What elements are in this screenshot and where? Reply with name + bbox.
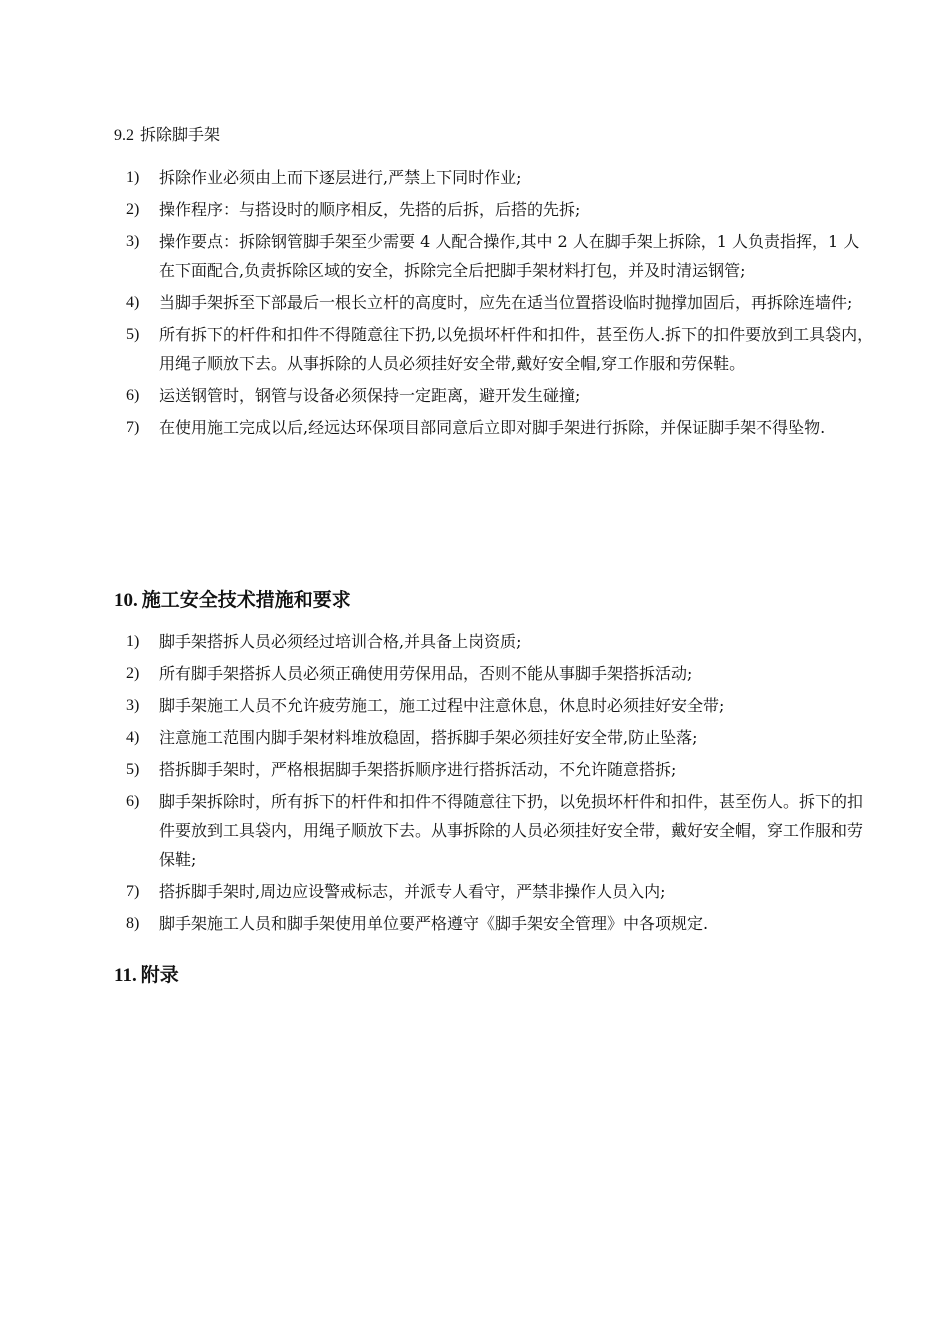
section-number: 10.: [114, 590, 138, 611]
list-item-index: 1): [126, 169, 140, 186]
list-item: [126, 909, 874, 938]
list-item: [126, 877, 874, 906]
list-item: [126, 381, 874, 410]
list-item: [126, 755, 874, 784]
safety-measures-list: [126, 627, 874, 941]
section-heading-11: [114, 962, 179, 989]
list-item-text: 脚手架拆除时，所有拆下的杆件和扣件不得随意往下扔，以免损坏杆件和扣件，甚至伤人。拆下的扣件要放到工具袋内，用绳子顺放下去。从事拆除的人员必须挂好安全带，戴好安全帽，穿工作服和劳保鞋;: [159, 792, 864, 869]
list-item: [126, 691, 874, 720]
list-item-text: 注意施工范围内脚手架材料堆放稳固，搭拆脚手架必须挂好安全带,防止坠落;: [159, 728, 698, 747]
subsection-title: 拆除脚手架: [140, 125, 221, 144]
list-item-text: 脚手架施工人员不允许疲劳施工，施工过程中注意休息，休息时必须挂好安全带;: [159, 696, 725, 715]
section-title: 施工安全技术措施和要求: [141, 589, 351, 611]
list-item-index: 7): [126, 419, 140, 436]
list-item-index: 2): [126, 665, 140, 682]
list-item-text: 当脚手架拆至下部最后一根长立杆的高度时，应先在适当位置搭设临时抛撑加固后，再拆除连墙件;: [159, 293, 853, 312]
list-item: [126, 163, 874, 192]
list-item: [126, 659, 874, 688]
list-item-index: 8): [126, 915, 140, 932]
section-title: 附录: [140, 964, 179, 986]
list-item-index: 6): [126, 793, 140, 810]
list-item: [126, 227, 874, 285]
list-item-text: 脚手架搭拆人员必须经过培训合格,并具备上岗资质;: [159, 632, 522, 651]
list-item-index: 4): [126, 729, 140, 746]
list-item-text: 拆除作业必须由上而下逐层进行,严禁上下同时作业;: [159, 168, 522, 187]
list-item-text: 搭拆脚手架时,周边应设警戒标志，并派专人看守，严禁非操作人员入内;: [159, 882, 666, 901]
list-item-index: 3): [126, 697, 140, 714]
list-item-text: 操作要点：拆除钢管脚手架至少需要 4 人配合操作,其中 2 人在脚手架上拆除，1 人负责指挥，1 人在下面配合,负责拆除区域的安全，拆除完全后把脚手架材料打包，并及时清运钢管;: [159, 232, 860, 280]
list-item-index: 5): [126, 326, 140, 343]
list-item-index: 5): [126, 761, 140, 778]
section-heading-10: [114, 587, 351, 614]
list-item-index: 1): [126, 633, 140, 650]
list-item: [126, 320, 874, 378]
list-item-text: 在使用施工完成以后,经远达环保项目部同意后立即对脚手架进行拆除，并保证脚手架不得坠物.: [159, 418, 826, 437]
list-item-index: 4): [126, 294, 140, 311]
list-item-text: 运送钢管时，钢管与设备必须保持一定距离，避开发生碰撞;: [159, 386, 581, 405]
list-item: [126, 723, 874, 752]
section-number: 11.: [114, 965, 137, 986]
list-item-index: 3): [126, 233, 140, 250]
list-item-index: 7): [126, 883, 140, 900]
subsection-heading-9-2: [114, 124, 220, 147]
list-item: [126, 787, 874, 874]
list-item: [126, 195, 874, 224]
list-item: [126, 288, 874, 317]
list-item: [126, 627, 874, 656]
subsection-number: 9.2: [114, 127, 134, 144]
list-item-index: 2): [126, 201, 140, 218]
list-item-text: 所有拆下的杆件和扣件不得随意往下扔,以免损坏杆件和扣件，甚至伤人.拆下的扣件要放到工具袋内，用绳子顺放下去。从事拆除的人员必须挂好安全带,戴好安全帽,穿工作服和劳保鞋。: [159, 325, 874, 373]
list-item-text: 脚手架施工人员和脚手架使用单位要严格遵守《脚手架安全管理》中各项规定.: [159, 914, 709, 933]
list-item-text: 操作程序：与搭设时的顺序相反，先搭的后拆，后搭的先拆;: [159, 200, 581, 219]
list-item-text: 搭拆脚手架时，严格根据脚手架搭拆顺序进行搭拆活动，不允许随意搭拆;: [159, 760, 677, 779]
list-item-index: 6): [126, 387, 140, 404]
list-item-text: 所有脚手架搭拆人员必须正确使用劳保用品，否则不能从事脚手架搭拆活动;: [159, 664, 693, 683]
dismantle-steps-list: [126, 163, 874, 445]
list-item: [126, 413, 874, 442]
